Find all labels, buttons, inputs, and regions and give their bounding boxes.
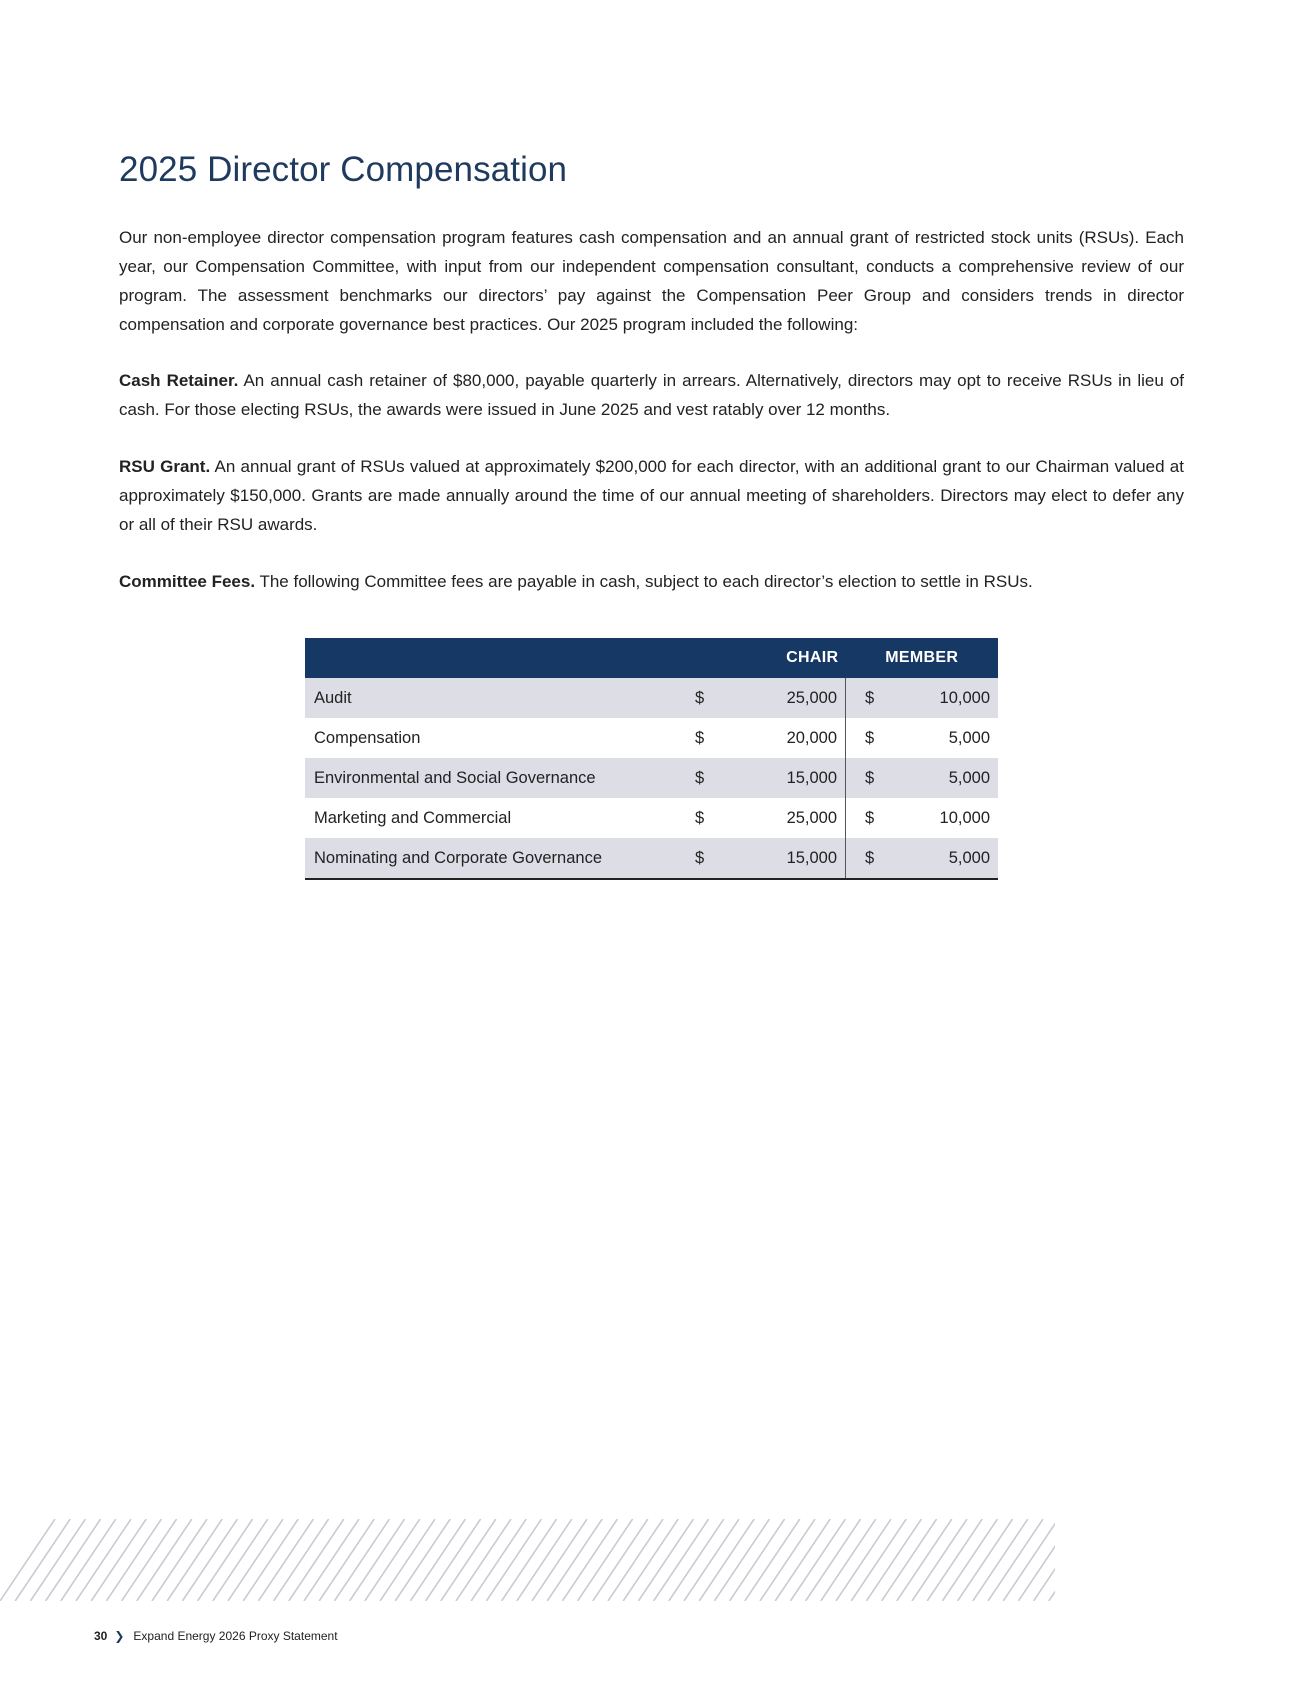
rsu-grant-label: RSU Grant. [119, 457, 211, 476]
stripe-line [836, 1519, 891, 1601]
member-currency: $ [846, 678, 900, 718]
stripe-line [350, 1519, 405, 1601]
stripe-line [958, 1519, 1013, 1601]
stripe-line [821, 1519, 876, 1601]
stripe-line [745, 1519, 800, 1601]
stripe-line [866, 1519, 921, 1601]
member-fee: 10,000 [939, 808, 990, 827]
member-currency: $ [846, 758, 900, 798]
chevron-right-icon: ❯ [114, 1629, 125, 1643]
stripe-line [334, 1519, 389, 1601]
chair-currency: $ [695, 758, 731, 798]
stripe-line [593, 1519, 648, 1601]
committee-fees-text: The following Committee fees are payable in cash, subject to each director’s election to settle in RSUs. [255, 572, 1033, 591]
stripe-line [426, 1519, 481, 1601]
stripe-line [410, 1519, 465, 1601]
stripe-line [61, 1519, 116, 1601]
member-fee: 5,000 [899, 758, 998, 798]
chair-fee: 20,000 [731, 718, 846, 758]
committee-fees-label: Committee Fees. [119, 572, 256, 591]
stripe-line [46, 1519, 101, 1601]
stripe-line [0, 1519, 55, 1601]
committee-name: Environmental and Social Governance [305, 758, 695, 798]
stripe-line [1003, 1519, 1055, 1601]
table-row [305, 718, 998, 758]
chair-fee: 15,000 [731, 838, 846, 879]
stripe-line [486, 1519, 541, 1601]
chair-currency: $ [694, 808, 705, 827]
cash-retainer-paragraph [119, 366, 1184, 424]
stripe-line [638, 1519, 693, 1601]
stripe-line [274, 1519, 329, 1601]
header-chair: CHAIR [695, 638, 846, 678]
page-title: 2025 Director Compensation [119, 150, 568, 189]
stripe-line [927, 1519, 982, 1601]
member-fee: 5,000 [948, 728, 990, 747]
stripe-line [258, 1519, 313, 1601]
committee-name: Marketing and Commercial [314, 808, 512, 827]
member-currency: $ [865, 728, 875, 747]
stripe-line [669, 1519, 724, 1601]
stripe-line [775, 1519, 830, 1601]
page-footer [94, 1629, 338, 1643]
stripe-line [502, 1519, 557, 1601]
stripe-line [684, 1519, 739, 1601]
stripe-line [882, 1519, 937, 1601]
stripe-line [30, 1519, 85, 1601]
page-number: 30 [94, 1629, 108, 1643]
member-fee: 5,000 [899, 838, 998, 879]
stripe-line [441, 1519, 496, 1601]
chair-fee: 25,000 [731, 798, 846, 838]
stripe-line [319, 1519, 374, 1601]
stripe-line [942, 1519, 997, 1601]
stripe-line [76, 1519, 131, 1601]
chair-fee: 25,000 [731, 678, 846, 718]
chair-fee: 15,000 [731, 758, 846, 798]
member-currency: $ [846, 838, 900, 879]
stripe-line [106, 1519, 161, 1601]
stripe-line [198, 1519, 253, 1601]
committee-fees-paragraph [119, 567, 1184, 596]
member-currency: $ [865, 808, 875, 827]
stripe-line [699, 1519, 754, 1601]
chair-currency: $ [695, 678, 731, 718]
rsu-grant-text: An annual grant of RSUs valued at approximately $200,000 for each director, with an additional grant to our Chairman valued at approximately $150,000. Grants are made annually around the time of our annual meeting of shareholders. Directors may elect to defer any or all of their RSU awards. [119, 457, 1184, 534]
stripe-line [304, 1519, 359, 1601]
rsu-grant-paragraph [119, 452, 1184, 539]
stripe-line [532, 1519, 587, 1601]
chair-currency: $ [694, 728, 705, 747]
committee-name: Compensation [314, 728, 421, 747]
stripe-line [122, 1519, 177, 1601]
stripe-line [182, 1519, 237, 1601]
stripe-line [15, 1519, 70, 1601]
committee-name: Nominating and Corporate Governance [305, 838, 695, 879]
stripe-line [1034, 1519, 1055, 1601]
stripe-line [213, 1519, 268, 1601]
table-row [305, 798, 998, 838]
table-header-row [305, 638, 998, 678]
stripe-line [471, 1519, 526, 1601]
decorative-stripes [0, 1519, 1055, 1601]
stripe-line [623, 1519, 678, 1601]
stripe-line [91, 1519, 146, 1601]
stripe-line [897, 1519, 952, 1601]
stripe-line [608, 1519, 663, 1601]
stripe-line [517, 1519, 572, 1601]
member-fee: 10,000 [899, 678, 998, 718]
stripe-line [790, 1519, 845, 1601]
stripe-line [806, 1519, 861, 1601]
stripe-line [912, 1519, 967, 1601]
stripe-line [152, 1519, 207, 1601]
stripe-line [547, 1519, 602, 1601]
stripe-line [851, 1519, 906, 1601]
stripe-line [714, 1519, 769, 1601]
stripe-line [654, 1519, 709, 1601]
committee-name: Audit [305, 678, 695, 718]
header-committee [305, 638, 695, 678]
stripe-line [167, 1519, 222, 1601]
table-row [305, 758, 998, 798]
stripe-line [988, 1519, 1043, 1601]
stripe-line [578, 1519, 633, 1601]
stripe-line [562, 1519, 617, 1601]
intro-paragraph: Our non-employee director compensation program features cash compensation and an annual grant of restricted stock units (RSUs). Each year, our Compensation Committee, with input from our independent compensation consultant, conducts a comprehensive review of our program. The assessment benchmarks our directors’ pay against the Compensation Peer Group and considers trends in director compensation and corporate governance best practices. Our 2025 program included the following: [119, 228, 1184, 334]
stripe-line [760, 1519, 815, 1601]
stripe-line [380, 1519, 435, 1601]
stripe-line [973, 1519, 1028, 1601]
table-row [305, 838, 998, 879]
stripe-line [289, 1519, 344, 1601]
stripe-line [456, 1519, 511, 1601]
stripe-line [243, 1519, 298, 1601]
stripe-line [730, 1519, 785, 1601]
stripe-line [137, 1519, 192, 1601]
cash-retainer-text: An annual cash retainer of $80,000, payable quarterly in arrears. Alternatively, directors may opt to receive RSUs in lieu of cash. For those electing RSUs, the awards were issued in June 2025 and vest ratably over 12 months. [119, 371, 1184, 419]
chair-currency: $ [695, 838, 731, 879]
stripe-line [395, 1519, 450, 1601]
stripe-line [365, 1519, 420, 1601]
cash-retainer-label: Cash Retainer. [119, 371, 239, 390]
committee-fees-table [305, 638, 998, 880]
document-title: Expand Energy 2026 Proxy Statement [133, 1629, 338, 1643]
table-row [305, 678, 998, 718]
stripe-line [228, 1519, 283, 1601]
header-member: MEMBER [846, 638, 998, 678]
